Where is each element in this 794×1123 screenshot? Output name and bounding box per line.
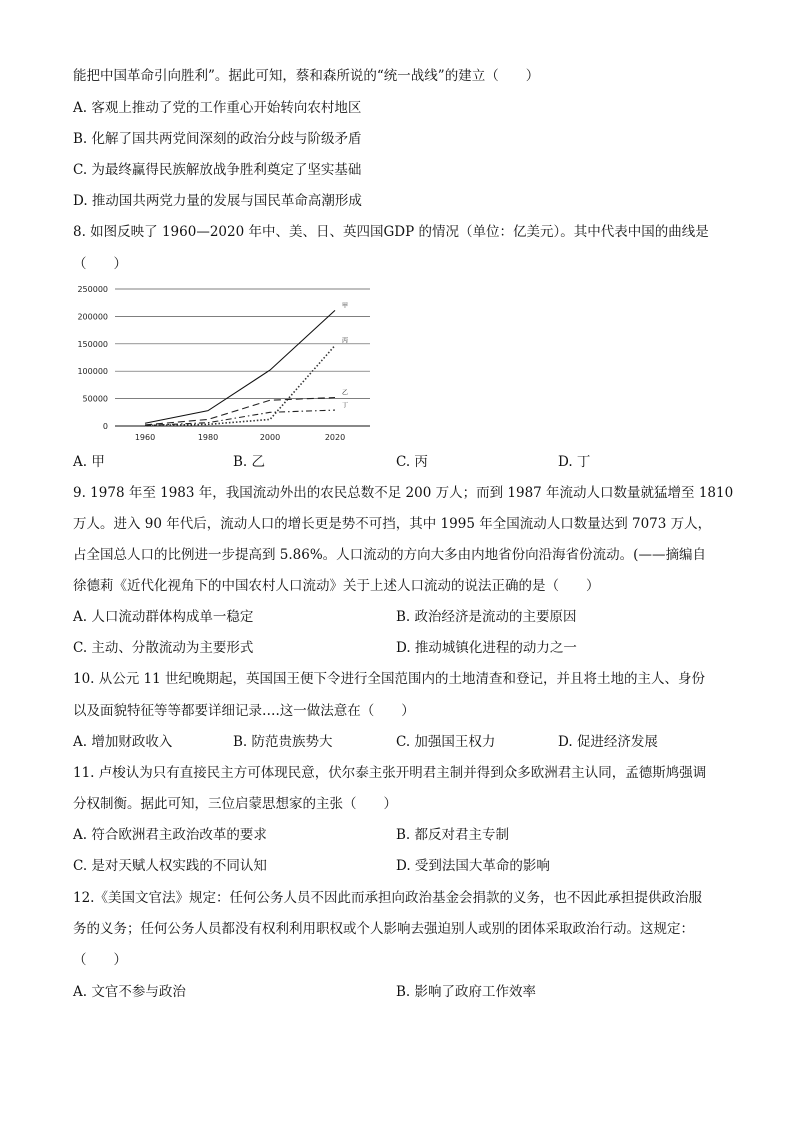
gdp-line-chart (70, 280, 380, 450)
series-label-3: 乙 (342, 389, 349, 397)
series-label-4: 丁 (342, 402, 349, 410)
series-line-2 (145, 345, 335, 425)
y-tick-label: 150000 (77, 339, 108, 349)
q10-stem-line-2: 以及面貌特征等等都要详细记录….这一做法意在（ ） (73, 703, 415, 719)
y-tick-label: 200000 (77, 312, 108, 322)
q11-option-a[interactable]: A. 符合欧洲君主政治改革的要求 (73, 827, 267, 843)
q10-option-d[interactable]: D. 促进经济发展 (558, 734, 658, 750)
q9-stem-line-1: 9. 1978 年至 1983 年，我国流动外出的农民总数不足 200 万人；而到 1987 年流动人口数量就猛增至 1810 (73, 485, 734, 501)
x-tick-label: 1980 (197, 433, 219, 442)
q9-option-b[interactable]: B. 政治经济是流动的主要原因 (396, 609, 577, 625)
q10-stem-line-1: 10. 从公元 11 世纪晚期起，英国国王便下令进行全国范围内的土地清查和登记，并且将土地的主人、身份 (73, 671, 706, 687)
y-tick-label: 100000 (77, 367, 108, 377)
q9-option-c[interactable]: C. 主动、分散流动为主要形式 (73, 640, 254, 656)
q8-option-d[interactable]: D. 丁 (558, 454, 591, 470)
q7-option-d[interactable]: D. 推动国共两党力量的发展与国民革命高潮形成 (73, 193, 362, 209)
y-tick-label: 250000 (77, 285, 108, 294)
q8-stem-bracket: （ ） (73, 256, 127, 272)
q8-option-a[interactable]: A. 甲 (73, 454, 105, 470)
y-tick-label: 0 (102, 422, 108, 431)
x-tick-label: 1960 (134, 433, 156, 442)
q12-stem-line-1: 12.《美国文官法》规定：任何公务人员不因此而承担向政治基金会捐款的义务，也不因此承担提供政治服 (73, 890, 702, 906)
q9-option-d[interactable]: D. 推动城镇化进程的动力之一 (396, 640, 577, 656)
q9-stem-line-4: 徐德莉《近代化视角下的中国农村人口流动》关于上述人口流动的说法正确的是（ ） (73, 578, 600, 594)
q11-stem-line-2: 分权制衡。据此可知，三位启蒙思想家的主张（ ） (73, 796, 397, 812)
q12-option-a[interactable]: A. 文官不参与政治 (73, 984, 186, 1000)
gdp-chart-svg (70, 280, 380, 450)
q8-option-b[interactable]: B. 乙 (233, 454, 266, 470)
series-label-1: 甲 (342, 302, 349, 310)
y-tick-label: 50000 (82, 394, 108, 404)
q10-option-c[interactable]: C. 加强国王权力 (396, 734, 496, 750)
q11-option-c[interactable]: C. 是对天赋人权实践的不同认知 (73, 858, 267, 874)
series-line-1 (145, 310, 335, 423)
q11-option-d[interactable]: D. 受到法国大革命的影响 (396, 858, 550, 874)
q12-stem-line-2: 务的义务；任何公务人员都没有权利利用职权或个人影响去强迫别人或别的团体采取政治行动。这规定： (73, 921, 694, 937)
q11-stem-line-1: 11. 卢梭认为只有直接民主方可体现民意，伏尔泰主张开明君主制并得到众多欧洲君主认同，孟德斯鸠强调 (73, 765, 707, 781)
q8-option-c[interactable]: C. 丙 (396, 454, 428, 470)
q7-option-c[interactable]: C. 为最终赢得民族解放战争胜利奠定了坚实基础 (73, 162, 362, 178)
x-tick-label: 2000 (259, 433, 281, 442)
q8-stem: 8. 如图反映了 1960—2020 年中、美、日、英四国GDP 的情况（单位：亿美元）。其中代表中国的曲线是 (73, 224, 709, 240)
q7-option-b[interactable]: B. 化解了国共两党间深刻的政治分歧与阶级矛盾 (73, 131, 362, 147)
x-tick-label: 2020 (324, 433, 346, 442)
q7-stem: 能把中国革命引向胜利”。据此可知，蔡和森所说的“统一战线”的建立（ ） (73, 68, 540, 84)
q9-option-a[interactable]: A. 人口流动群体构成单一稳定 (73, 609, 254, 625)
q12-stem-line-3: （ ） (73, 952, 127, 968)
q7-option-a[interactable]: A. 客观上推动了党的工作重心开始转向农村地区 (73, 100, 362, 116)
series-label-2: 丙 (342, 337, 349, 345)
q9-stem-line-2: 万人。进入 90 年代后，流动人口的增长更是势不可挡，其中 1995 年全国流动人口数量达到 7073 万人， (73, 516, 712, 532)
q12-option-b[interactable]: B. 影响了政府工作效率 (396, 984, 537, 1000)
q9-stem-line-3: 占全国总人口的比例进一步提高到 5.86%。人口流动的方向大多由内地省份向沿海省份流动。(——摘编自 (73, 547, 706, 563)
q10-option-a[interactable]: A. 增加财政收入 (73, 734, 173, 750)
q11-option-b[interactable]: B. 都反对君主专制 (396, 827, 510, 843)
q10-option-b[interactable]: B. 防范贵族势大 (233, 734, 333, 750)
